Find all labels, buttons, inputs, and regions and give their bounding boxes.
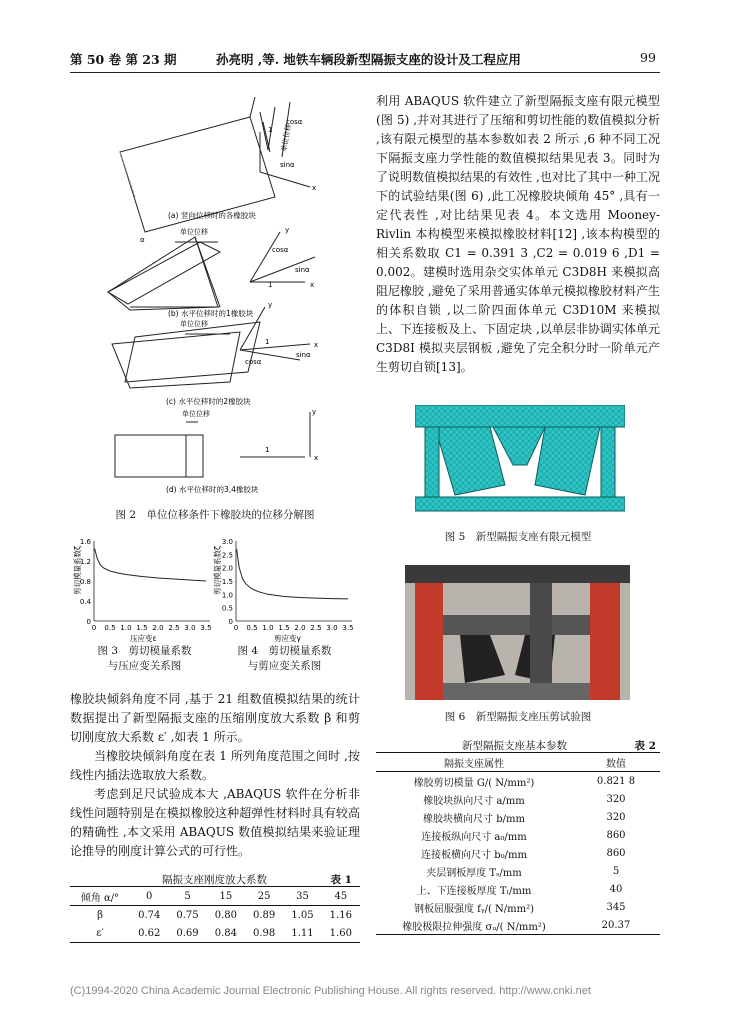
fig2c-caption: (c) 水平位移时的2橡胶块 [166, 397, 251, 406]
chart-x-tick-label: 0 [233, 624, 239, 632]
running-title: 孙亮明 ,等. 地铁车辆段新型隔振支座的设计及工程应用 [216, 52, 521, 67]
figure-5-fem-model [415, 405, 625, 520]
chart-x-tick-label: 1.0 [262, 624, 274, 632]
figure-2-diagram [100, 82, 350, 502]
fig2a-caption: (a) 竖向位移时的各橡胶块 [168, 211, 256, 220]
figure-4-caption-line2: 与剪应变关系图 [247, 660, 322, 672]
table-row: 橡胶块横向尺寸 b/mm 320 [423, 811, 626, 825]
svg-text:x: x [310, 281, 315, 289]
table-row: β 0.74 0.75 0.80 0.89 1.05 1.16 [97, 909, 352, 921]
header-rule [70, 72, 660, 73]
chart-x-tick-label: 0.5 [246, 624, 258, 632]
fig2a-unit-label: 单位位移 [280, 123, 293, 153]
chart-x-tick-label: 3.0 [184, 624, 196, 632]
figure-3-caption-line2: 与压应变关系图 [107, 660, 182, 672]
chart4-xlabel: 剪应变γ [274, 634, 301, 643]
table1-header-cell: 5 [184, 890, 191, 902]
svg-text:cosα: cosα [272, 246, 289, 254]
chart-y-tick-label: 1.6 [79, 538, 91, 546]
chart-y-tick-label: 2.0 [221, 564, 233, 573]
table-1 [70, 886, 360, 943]
svg-text:cosα: cosα [245, 358, 262, 366]
chart-x-tick-label: 3.5 [200, 624, 212, 632]
fem-bottom-plate [415, 497, 625, 511]
figure-5-caption: 图 5 新型隔振支座有限元模型 [444, 531, 592, 543]
table-row: 连接板纵向尺寸 a₀/mm 860 [421, 829, 626, 843]
chart-x-tick-label: 1.5 [136, 624, 148, 632]
right-column-text [376, 92, 660, 377]
chart4-series-line [237, 549, 348, 599]
table-row [70, 887, 360, 906]
svg-text:α: α [140, 236, 145, 244]
table-2 [376, 752, 660, 935]
chart-x-tick-label: 1.0 [120, 624, 132, 632]
chart-x-tick-label: 3.5 [342, 624, 354, 632]
chart3-series-line [95, 549, 206, 582]
table-2-title: 新型隔振支座基本参数 [462, 740, 567, 752]
journal-volume: 第 50 卷 第 23 期 [70, 52, 177, 67]
svg-text:sinα: sinα [296, 351, 311, 359]
test-rig-right-column [590, 583, 620, 700]
fem-top-plate [415, 405, 625, 427]
figure-2-caption: 图 2 单位位移条件下橡胶块的位移分解图 [115, 509, 315, 521]
table-row: 夹层钢板厚度 Tₛ/mm 5 [426, 865, 620, 879]
fig2b-unit-label: 单位位移 [180, 228, 208, 236]
chart-y-tick-label: 1.2 [79, 558, 91, 566]
svg-text:x: x [314, 341, 319, 349]
svg-text:sinα: sinα [295, 266, 310, 274]
svg-text:y: y [268, 301, 273, 309]
left-paragraph-3: 考虑到足尺试验成本大 ,ABAQUS 软件在分析非线性问题特别是在模拟橡胶这种超弹性材料时具有较高的精确性 ,本文采用 ABAQUS 数值模拟结果来验证理论推导的刚度计算公式的可行性。 [70, 787, 360, 858]
chart-y-tick-label: 1.5 [221, 578, 233, 586]
chart-y-tick-label: 0 [86, 618, 91, 626]
table-row: 橡胶块纵向尺寸 a/mm 320 [423, 793, 626, 807]
chart-y-tick-label: 0.5 [221, 604, 233, 613]
svg-text:1: 1 [265, 446, 270, 454]
figure-6-caption: 图 6 新型隔振支座压剪试验图 [444, 711, 592, 723]
svg-text:sinα: sinα [280, 161, 295, 169]
chart-x-tick-label: 1.5 [278, 624, 290, 632]
fem-center-block [493, 427, 545, 465]
chart-x-tick-label: 0.5 [104, 624, 116, 632]
figure-3-caption-line1: 图 3 剪切模量系数 [97, 645, 192, 657]
chart-x-tick-label: 2.0 [152, 624, 164, 632]
fem-rubber-block-right [535, 427, 600, 495]
table1-header-cell: 0 [146, 890, 153, 902]
fem-rubber-block-left [435, 427, 505, 495]
chart3-ylabel: 剪切模量系数ζ [73, 545, 82, 595]
chart-y-tick-label: 0 [228, 618, 233, 626]
fig2a-drawing [120, 97, 316, 244]
left-paragraph-2: 当橡胶块倾斜角度在表 1 所列角度范围之间时 ,按线性内插法选取放大系数。 [70, 749, 360, 782]
table-1-title: 隔振支座刚度放大系数 [162, 874, 267, 886]
chart-y-tick-label: 2.5 [221, 551, 233, 560]
table-row: 橡胶剪切模量 G/( N/mm²) 0.821 8 [413, 775, 636, 789]
svg-text:y: y [285, 226, 290, 234]
chart4-ylabel: 剪切模量系数ζ [213, 545, 222, 595]
svg-text:cosα: cosα [286, 118, 303, 126]
table-row: ε′ 0.62 0.69 0.84 0.98 1.11 1.60 [70, 924, 360, 943]
figure-3-chart [72, 533, 212, 643]
table2-header-cell: 数值 [606, 758, 626, 770]
svg-text:1: 1 [265, 338, 270, 346]
fig2d-caption: (d) 水平位移时的3,4橡胶块 [166, 485, 259, 494]
chart-x-tick-label: 2.5 [168, 624, 180, 632]
svg-text:x: x [312, 184, 317, 192]
fig2d-unit-label: 单位位移 [182, 410, 210, 418]
table-row: 上、下连接板厚度 Tₗ/mm 40 [416, 883, 623, 897]
fig2d-drawing [115, 408, 318, 477]
figure-6-test-photo [405, 565, 630, 700]
fig2b-caption: (b) 水平位移时的1橡胶块 [168, 309, 254, 318]
table-1-number: 表 1 [330, 874, 352, 886]
table-row: 钢板屈服强度 fᵧ/( N/mm²) 345 [413, 901, 626, 915]
svg-text:1: 1 [268, 281, 273, 289]
figure-4-chart [212, 533, 357, 643]
svg-text:1: 1 [268, 126, 273, 134]
figure-4-caption-line1: 图 4 剪切模量系数 [237, 645, 332, 657]
chart-x-tick-label: 2.5 [310, 624, 322, 632]
test-rig-actuator [530, 583, 552, 700]
table2-header-cell: 隔振支座属性 [444, 758, 504, 770]
chart3-xlabel: 压应变ε [130, 634, 157, 643]
chart-y-tick-label: 1.0 [221, 591, 233, 600]
left-paragraph-1: 橡胶块倾斜角度不同 ,基于 21 组数值模拟结果的统计数据提出了新型隔振支座的压缩刚度放大系数 β 和剪切刚度放大系数 ε′ ,如表 1 所示。 [70, 692, 360, 744]
chart-y-tick-label: 0.8 [79, 578, 91, 586]
table-2-number: 表 2 [634, 740, 656, 752]
chart-x-tick-label: 2.0 [294, 624, 306, 632]
chart-y-tick-label: 0.4 [79, 598, 91, 606]
table-row [376, 753, 660, 772]
chart-x-tick-label: 0 [91, 624, 97, 632]
left-column-text [70, 690, 360, 861]
table-row: 连接板横向尺寸 b₀/mm 860 [421, 847, 626, 861]
copyright-footer: (C)1994-2020 China Academic Journal Electronic Publishing House. All rights reserved. http://www.cnki.net [70, 985, 591, 997]
table1-header-cell: 35 [296, 890, 309, 902]
chart-x-tick-label: 3.0 [326, 624, 338, 632]
table1-header-cell: 倾角 α/° [80, 892, 120, 904]
table-row: 橡胶极限拉伸强度 σᵤ/( N/mm²) 20.37 [376, 916, 660, 935]
svg-text:x: x [314, 454, 319, 462]
table1-header-cell: 25 [257, 890, 271, 902]
svg-text:y: y [312, 408, 317, 416]
test-rig-left-column [415, 583, 443, 700]
table1-header-cell: 45 [334, 890, 348, 902]
right-paragraph-1: 利用 ABAQUS 软件建立了新型隔振支座有限元模型(图 5) ,并对其进行了压缩和剪切性能的数值模拟分析 ,该有限元模型的基本参数如表 2 所示 ,6 种不同工况下隔振支座力学性能的数值模拟结果见表 3。同时为了说明数值模拟结果的有效性 ,也对比了其中一种工况下的试验结果(图 6) ,此工况橡胶块倾角 45° ,具有一定代表性 ,对比结果见表 4。本文选用 Mooney-Rivlin 本构模型来模拟橡胶材料[12] ,该本构模型的相关系数取 C1 = 0.391 3 ,C2 = 0.019 6 ,D1 = 0.002。建模时选用杂交实体单元 C3D8H 来模拟高阻尼橡胶 ,避免了采用普通实体单元模拟橡胶材料产生的体积自锁 ,以二阶四面体单元 C3D10M 来模拟上、下连接板及上、下固定块 ,以单层非协调实体单元 C3D8I 模拟夹层钢板 ,避免了完全积分时一阶单元产生剪切自锁[13]。 [376, 94, 660, 374]
chart-y-tick-label: 3.0 [221, 538, 233, 546]
fig2c-unit-label: 单位位移 [180, 320, 208, 328]
table1-header-cell: 15 [219, 890, 233, 902]
page-number: 99 [640, 50, 656, 65]
